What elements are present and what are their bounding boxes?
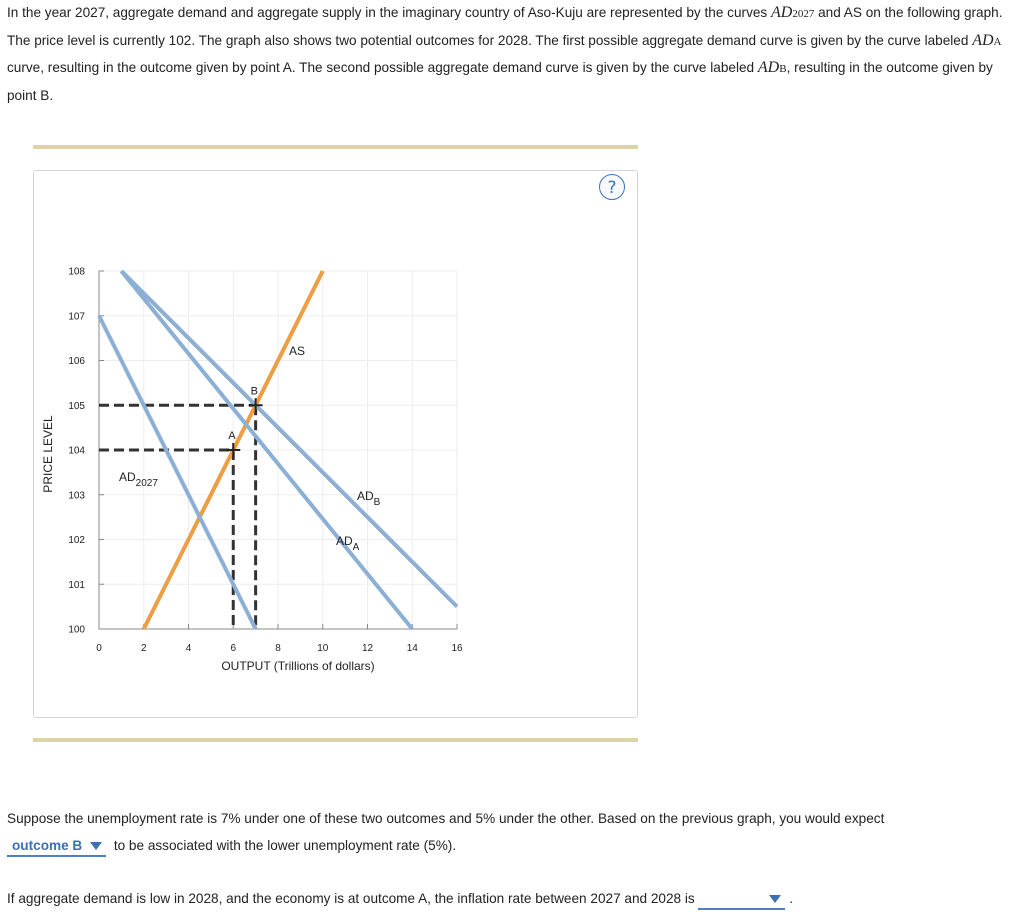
y-tick-label: 105: [68, 400, 85, 412]
x-tick-label: 4: [185, 643, 192, 654]
ad2027-symbol: AD2027: [771, 4, 815, 21]
y-tick-label: 103: [68, 490, 85, 502]
intro-text: , resulting in the outcome given by point B.: [7, 60, 993, 103]
x-axis-label: OUTPUT (Trillions of dollars): [221, 659, 375, 673]
ada-symbol: ADA: [972, 31, 1002, 49]
x-tick-label: 6: [230, 643, 237, 654]
curve-label-ada: $AD_A$: [336, 534, 360, 553]
curve-label-as: AS: [289, 344, 306, 358]
x-tick-label: 10: [317, 643, 329, 654]
question-2: If aggregate demand is low in 2028, and the economy is at outcome A, the inflation rate between 2027 and 2028 is .: [7, 885, 1017, 912]
point-label-a: A: [228, 430, 236, 442]
y-tick-label: 106: [68, 356, 85, 367]
y-tick-label: 101: [68, 579, 85, 591]
intro-text: curve, resulting in the outcome given by point A. The second possible aggregate demand curve is given by the curve labeled: [7, 60, 758, 76]
curve-adb: [121, 271, 457, 607]
point-label-b: B: [250, 385, 258, 398]
x-tick-label: 8: [275, 643, 281, 654]
x-tick-label: 12: [361, 643, 374, 654]
intro-text: In the year 2027, aggregate demand and aggregate supply in the imaginary country of Aso-Kuju are represented by the curves: [7, 5, 771, 20]
y-tick-label: 104: [68, 445, 85, 457]
x-tick-label: 16: [451, 643, 463, 654]
inflation-rate-dropdown[interactable]: [698, 890, 785, 910]
curve-label-ad2027: $AD_{2027}$: [119, 470, 158, 489]
y-tick-label: 108: [68, 266, 85, 278]
x-tick-label: 14: [406, 643, 418, 654]
help-icon[interactable]: ?: [599, 174, 625, 200]
y-tick-label: 100: [68, 624, 85, 636]
bottom-divider: [33, 738, 638, 742]
y-axis-label: PRICE LEVEL: [41, 415, 55, 493]
x-tick-label: 0: [96, 643, 102, 654]
intro-text: and AS on the following graph. The price level is currently 102. The graph also shows two potential outcomes for 2028. The first possible aggregate demand curve is given by the curve labeled: [7, 5, 1003, 48]
unemployment-outcome-dropdown[interactable]: outcome B: [7, 837, 106, 857]
y-tick-label: 102: [68, 535, 85, 546]
x-tick-label: 2: [140, 643, 147, 654]
y-tick-label: 107: [68, 311, 85, 323]
question-1: Suppose the unemployment rate is 7% under one of these two outcomes and 5% under the other. Based on the previous graph, you would expect outcome B to be associated with the lower unemployment rate (5%).: [7, 805, 1017, 859]
dropdown-arrow-icon: [90, 842, 102, 850]
dropdown-arrow-icon: [769, 895, 781, 903]
curve-label-adb: $AD_B$: [357, 489, 381, 508]
adb-symbol: ADB: [757, 59, 787, 77]
